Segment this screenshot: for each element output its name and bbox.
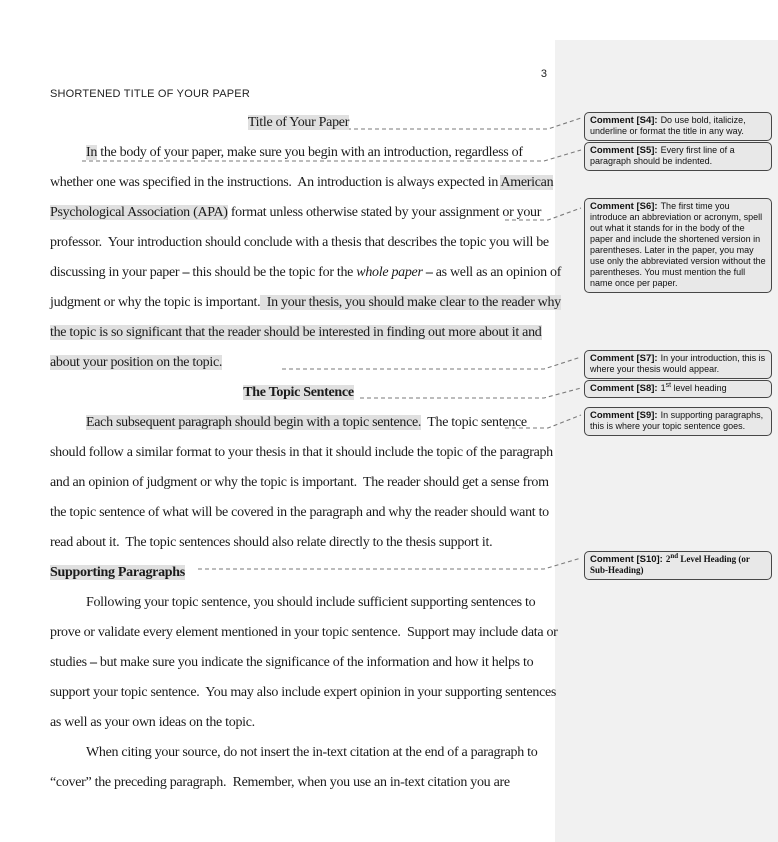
body-line: discussing in your paper – this should be the topic for the whole paper – as well as an opinion of (50, 265, 562, 280)
body-line: and an opinion of judgment or why the topic is important. The reader should get a sense from (50, 475, 549, 490)
comment-S6[interactable] (584, 198, 772, 293)
comment-text: Every first line of a paragraph should be indented. (590, 145, 735, 166)
body-line: whether one was specified in the instructions. An introduction is always expected in American (50, 175, 554, 190)
section-heading-line (50, 378, 547, 408)
comment-label: Comment [S7]: (590, 353, 658, 364)
body-line: should follow a similar format to your thesis in that it should include the topic of the paragraph (50, 445, 553, 460)
comment-label: Comment [S9]: (590, 410, 658, 421)
body-line: “cover” the preceding paragraph. Remember, when you use an in-text citation you are (50, 775, 510, 790)
comment-text: Do use bold, italicize, underline or format the title in any way. (590, 115, 746, 136)
comment-text: In your introduction, this is where your thesis would appear. (590, 353, 766, 374)
comment-text: In supporting paragraphs, this is where your topic sentence goes. (590, 410, 764, 431)
comment-S9[interactable] (584, 407, 772, 436)
body-line: as well as your own ideas on the topic. (50, 715, 255, 730)
comment-label: Comment [S4]: (590, 115, 658, 126)
heading-topic-sentence: The Topic Sentence (243, 385, 354, 400)
body-line: studies – but make sure you indicate the significance of the information and how it helps to (50, 655, 534, 670)
comment-S4[interactable] (584, 112, 772, 141)
paper-title-line (50, 108, 547, 138)
comment-label: Comment [S10]: (590, 554, 663, 565)
body-line: the topic sentence of what will be covered in the paragraph and why the reader should want to (50, 505, 549, 520)
body-line: judgment or why the topic is important. In your thesis, you should make clear to the reader why (50, 295, 561, 310)
comment-label: Comment [S8]: (590, 383, 658, 394)
body-line: read about it. The topic sentences should also relate directly to the thesis support it. (50, 535, 493, 550)
running-head: SHORTENED TITLE OF YOUR PAPER (50, 88, 250, 100)
comment-S5[interactable] (584, 142, 772, 171)
body-line: Each subsequent paragraph should begin with a topic sentence. The topic sentence (86, 415, 527, 430)
comment-S10[interactable] (584, 551, 772, 580)
body-line: support your topic sentence. You may also include expert opinion in your supporting sentences (50, 685, 557, 700)
body-line: When citing your source, do not insert the in-text citation at the end of a paragraph to (86, 745, 538, 760)
body-line: prove or validate every element mentioned in your topic sentence. Support may include data or (50, 625, 558, 640)
comment-S7[interactable] (584, 350, 772, 379)
comment-text: 2nd Level Heading (or Sub-Heading) (590, 552, 750, 575)
body-line: about your position on the topic. (50, 355, 223, 370)
body-line: In the body of your paper, make sure you begin with an introduction, regardless of (86, 145, 523, 160)
body-line: the topic is so significant that the reader should be interested in finding out more about it and (50, 325, 542, 340)
section-heading-line (50, 558, 547, 588)
heading-supporting-paragraphs: Supporting Paragraphs (50, 565, 185, 580)
page-number: 3 (540, 68, 547, 80)
body-line: Psychological Association (APA) format unless otherwise stated by your assignment or your (50, 205, 542, 220)
document-body (50, 108, 562, 798)
comment-label: Comment [S5]: (590, 145, 658, 156)
comment-text: 1st level heading (660, 382, 727, 393)
paper-title: Title of Your Paper (247, 115, 350, 130)
body-line: Following your topic sentence, you should include sufficient supporting sentences to (86, 595, 536, 610)
comment-S8[interactable] (584, 380, 772, 398)
comment-text: The first time you introduce an abbreviation or acronym, spell out what it stands for in the body of the paper and include the shortened version in parentheses. Later in the paper, you may use only the abbreviated version without the parentheses. You must mention the full name once per paper. (590, 201, 766, 288)
comment-label: Comment [S6]: (590, 201, 658, 212)
body-line: professor. Your introduction should conclude with a thesis that describes the topic you will be (50, 235, 549, 250)
